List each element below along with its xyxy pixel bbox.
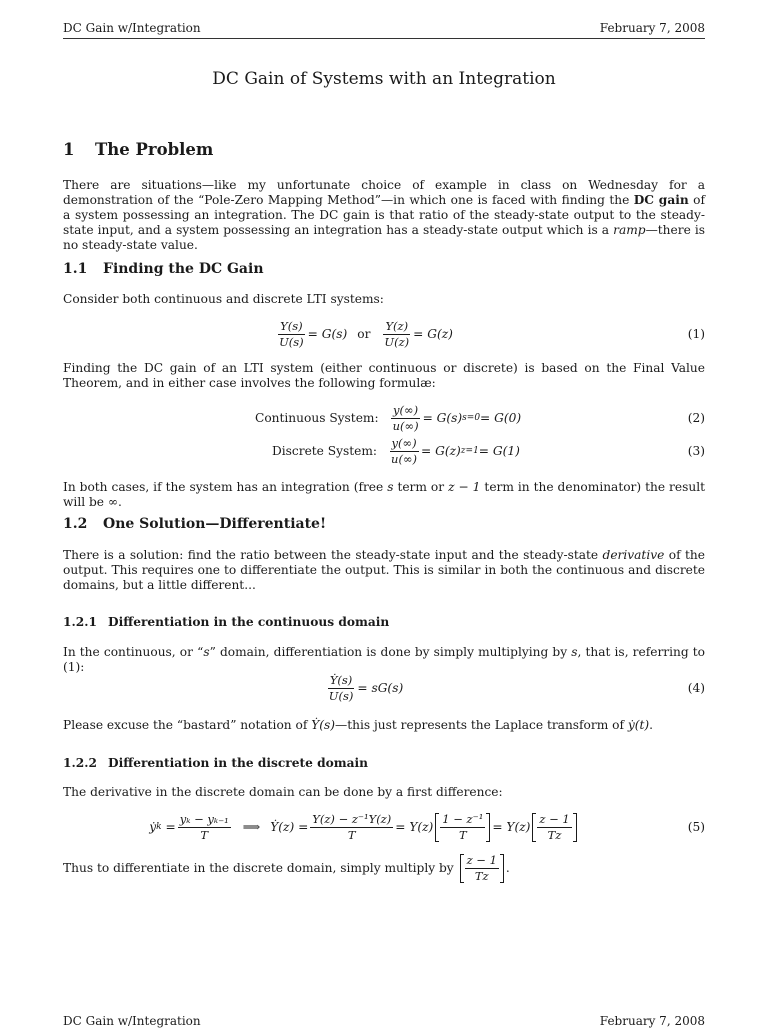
math-text: = Y(z): [395, 819, 434, 834]
section-number: 1: [63, 140, 75, 159]
text-run: .: [649, 718, 654, 732]
equation-4: [63, 671, 705, 705]
equation-label: Discrete System:: [272, 443, 378, 458]
math-text: = G(1): [478, 443, 520, 458]
paper-title: DC Gain of Systems with an Integration: [212, 69, 556, 89]
numerator: Y(s): [280, 318, 303, 333]
problem-paragraph: [63, 178, 705, 253]
implies-arrow: ⟹: [242, 819, 261, 834]
denominator: U(z): [384, 334, 410, 349]
math-text: = G(z): [421, 443, 461, 458]
text-run: Thus to differentiate in the discrete domain, simply multiply by: [63, 861, 454, 875]
equation-5: [63, 808, 705, 846]
italic-term: z − 1: [448, 480, 481, 494]
denominator: T: [347, 827, 356, 842]
subsubsection-heading: [63, 615, 389, 630]
italic-term: Ẏ(s): [311, 718, 336, 732]
running-header-left: DC Gain w/Integration: [63, 21, 201, 35]
fraction: [391, 404, 421, 433]
denominator: T: [458, 827, 467, 842]
fraction: [277, 320, 306, 349]
section-title: The Problem: [95, 140, 214, 159]
fraction: [178, 813, 231, 842]
paragraph: Finding the DC gain of an LTI system (either continuous or discrete) is based on the Final Value Theorem, and in either case involves the following formulæ:: [63, 361, 705, 390]
text-run: —this just represents the Laplace transform of: [335, 718, 628, 732]
fraction: [465, 854, 499, 883]
text-run: term in the denominator) the result will be ∞.: [63, 480, 705, 509]
fraction: [310, 813, 393, 842]
math-text: =: [165, 819, 176, 834]
fraction: [327, 674, 356, 703]
italic-term: ramp: [613, 223, 646, 237]
math-text: = sG(s): [357, 680, 404, 695]
next-page-header-left: DC Gain w/Integration: [63, 1014, 201, 1028]
denominator: T: [200, 827, 209, 842]
text-run: In the continuous, or “: [63, 645, 204, 659]
denominator: Tz: [474, 869, 489, 883]
text-run: of a system possessing an integration. The DC gain is that ratio of the steady-state output to the steady-state input, and a system possessing an integration has a steady-state output which is a: [63, 193, 705, 237]
numerator: 1 − z⁻¹: [442, 811, 484, 826]
subsubsection-title: Differentiation in the continuous domain: [108, 615, 390, 629]
math-text: = G(z): [413, 326, 453, 341]
subsection-title: Finding the DC Gain: [103, 261, 264, 277]
text-run: ” domain, differentiation is done by simply multiplying by: [209, 645, 572, 659]
subscript: k: [156, 821, 162, 832]
header-rule: [63, 38, 705, 39]
math-text: = Y(z): [492, 819, 531, 834]
next-page-header-right: February 7, 2008: [599, 1014, 705, 1028]
paragraph: [63, 854, 705, 883]
text-run: There is a solution: find the ratio between the steady-state input and the steady-state: [63, 548, 603, 562]
bracket: [532, 813, 576, 842]
subsubsection-number: 1.2.2: [63, 756, 97, 770]
math-text: or: [357, 326, 371, 341]
equation-1: [63, 317, 705, 351]
math-text: = G(s): [307, 326, 348, 341]
denominator: Tz: [547, 827, 562, 842]
numerator: z − 1: [466, 853, 497, 867]
subsection-heading: [63, 517, 326, 532]
denominator: u(∞): [392, 418, 419, 433]
equation-3: [63, 434, 705, 468]
subsubsection-title: Differentiation in the discrete domain: [108, 756, 369, 770]
math-text: Ẏ(z) =: [270, 819, 309, 834]
text-run: .: [505, 861, 510, 875]
fraction: [537, 813, 571, 842]
denominator: U(s): [279, 334, 304, 349]
subsection-title: One Solution—Differentiate!: [103, 516, 327, 532]
equation-number: (3): [687, 443, 705, 458]
numerator: Y(z): [385, 318, 409, 333]
fraction: [389, 437, 419, 466]
subsection-number: 1.2: [63, 516, 88, 532]
math-text: ẏ: [149, 819, 157, 834]
denominator: U(s): [328, 688, 354, 703]
equation-number: (4): [687, 680, 705, 695]
paragraph: [63, 718, 705, 733]
equation-label: Continuous System:: [255, 410, 379, 425]
equation-number: (5): [687, 819, 705, 834]
text-run: of the output. This requires one to differentiate the output. This is similar in both the continuous and discrete domains, but a little different...: [63, 548, 705, 592]
paragraph: The derivative in the discrete domain can be done by a first difference:: [63, 785, 503, 799]
numerator: y(∞): [393, 402, 419, 417]
bracket: [460, 854, 504, 883]
math-text: = G(s): [422, 410, 463, 425]
text-run: term or: [393, 480, 449, 494]
text-run: , that is, referring to (1):: [63, 645, 706, 674]
subsection-number: 1.1: [63, 261, 88, 277]
numerator: z − 1: [539, 811, 570, 826]
text-run: There are situations—like my unfortunate choice of example in class on Wednesday for a demonstration of the “Pole-Zero Mapping Method”—in which one is faced with finding the: [63, 178, 705, 207]
italic-term: s: [387, 480, 394, 494]
subscript: z=1: [460, 445, 479, 456]
italic-term: s: [571, 645, 578, 659]
numerator: Ẏ(s): [329, 672, 353, 687]
math-text: = G(0): [480, 410, 522, 425]
paragraph: [63, 480, 705, 510]
denominator: u(∞): [391, 451, 418, 466]
section-heading: [63, 142, 213, 157]
text-run: —there is no steady-state value.: [63, 223, 705, 252]
subsubsection-number: 1.2.1: [63, 615, 97, 629]
fraction: [382, 320, 411, 349]
italic-term: ẏ(t): [627, 718, 650, 732]
paragraph: Consider both continuous and discrete LTI systems:: [63, 292, 384, 306]
italic-term: derivative: [602, 548, 665, 562]
subscript: s=0: [462, 412, 481, 423]
subsection-heading: [63, 262, 264, 277]
fraction: [440, 813, 485, 842]
subsubsection-heading: [63, 756, 368, 771]
bracket: [435, 813, 490, 842]
italic-term: s: [203, 645, 210, 659]
numerator: y(∞): [391, 435, 417, 450]
paragraph: [63, 548, 705, 593]
text-run: In both cases, if the system has an integration (free: [63, 480, 388, 494]
equation-number: (1): [687, 326, 705, 341]
running-header-right: February 7, 2008: [599, 21, 705, 35]
bold-term: DC gain: [633, 193, 689, 207]
numerator: yₖ − yₖ₋₁: [179, 811, 229, 826]
equation-number: (2): [687, 410, 705, 425]
equation-2: [63, 401, 705, 435]
numerator: Y(z) − z⁻¹Y(z): [312, 811, 392, 826]
text-run: Please excuse the “bastard” notation of: [63, 718, 312, 732]
